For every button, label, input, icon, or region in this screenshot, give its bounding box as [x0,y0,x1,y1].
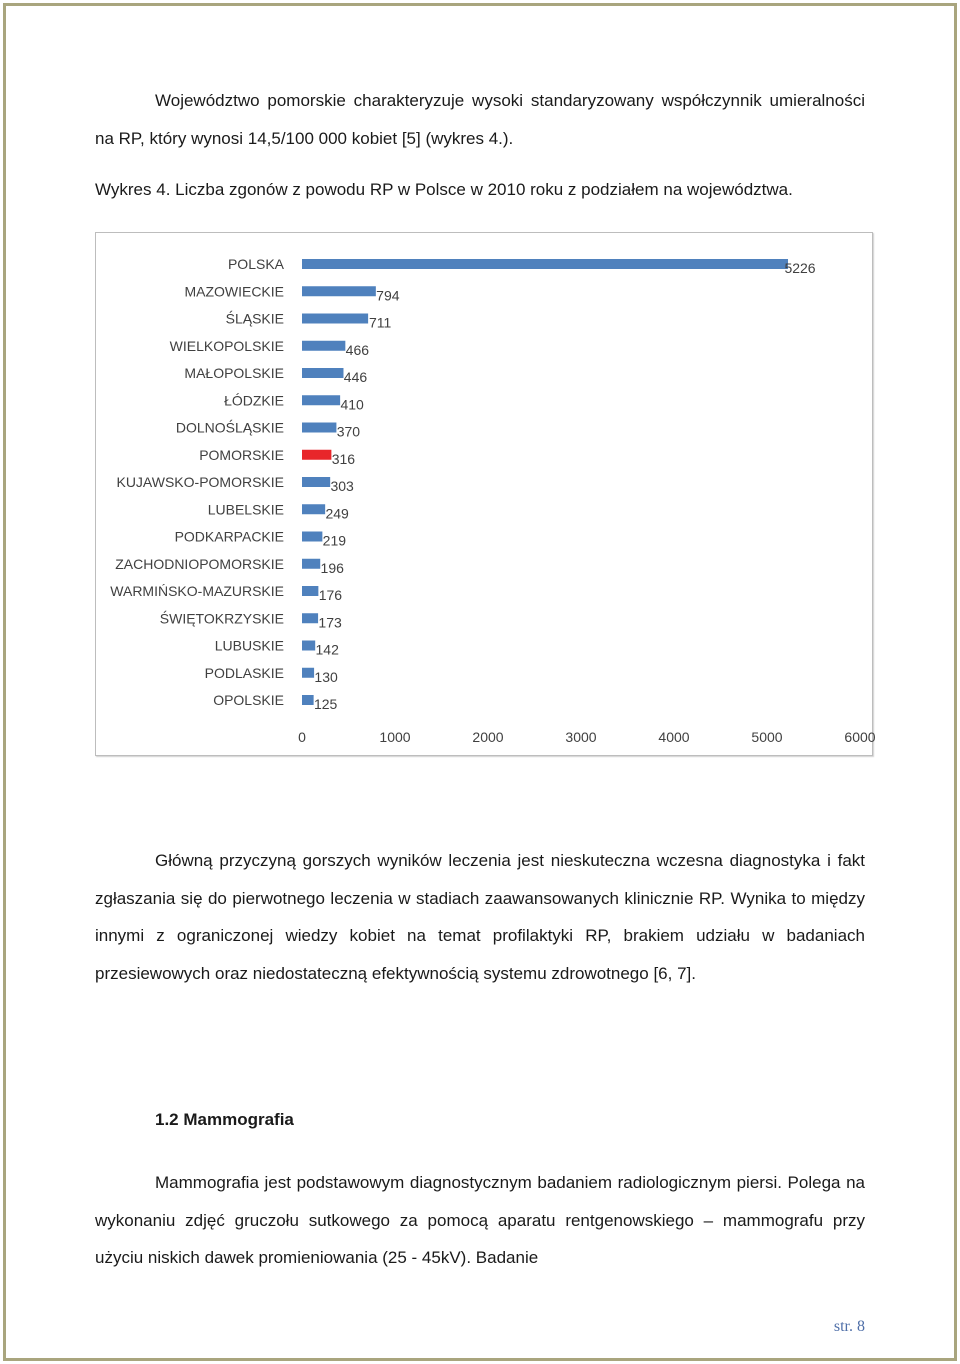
bar-zachodniopomorskie [302,559,320,569]
data-label-lubuskie: 142 [315,641,339,658]
data-label-kujawsko-pomorskie: 303 [330,478,354,494]
bar-s-wie-tokrzyskie [302,613,318,623]
bar-opolskie [302,695,314,705]
bar-wielkopolskie [302,341,345,351]
x-tick-label: 1000 [379,729,411,745]
category-label-lubuskie: LUBUSKIE [214,637,284,654]
bar--o-dzkie [302,395,340,405]
data-label-mazowieckie: 794 [376,287,400,304]
category-label-polska: POLSKA [227,256,284,272]
category-label-s-la-skie: ŚLĄSKIE [225,310,284,327]
bar-pomorskie [302,450,331,460]
category-label-ma-opolskie: MAŁOPOLSKIE [184,365,284,381]
x-tick-label: 6000 [844,729,876,745]
category-label-opolskie: OPOLSKIE [213,692,284,708]
bar-lubuskie [302,641,315,651]
data-label-lubelskie: 249 [325,505,349,522]
bar-mazowieckie [302,286,376,296]
data-label-dolnos-la-skie: 370 [336,423,361,440]
category-label-lubelskie: LUBELSKIE [207,501,284,518]
category-label--o-dzkie: ŁÓDZKIE [224,392,284,409]
bar-s-la-skie [302,314,368,324]
category-label-podlaskie: PODLASKIE [204,664,284,681]
data-label-warmin-sko-mazurskie: 176 [318,587,343,603]
paragraph-intro-text: Województwo pomorskie charakteryzuje wysoki standaryzowany współczynnik umieralności na RP, który wynosi 14,5/100 000 kobiet [5] (wykres 4.). [95,91,865,148]
data-label-polska: 5226 [784,260,816,276]
data-label-s-la-skie: 711 [368,314,392,331]
data-label-ma-opolskie: 446 [343,369,368,385]
figure-caption: Wykres 4. Liczba zgonów z powodu RP w Polsce w 2010 roku z podziałem na województwa. [95,180,793,199]
paragraph-mammography [95,1164,865,1277]
page-number: str. 8 [833,1318,865,1335]
category-label-kujawsko-pomorskie: KUJAWSKO-POMORSKIE [116,474,284,490]
bar-warmin-sko-mazurskie [302,586,318,596]
paragraph-mammography-text: Mammografia jest podstawowym diagnostycznym badaniem radiologicznym piersi. Polega na wykonaniu zdjęć gruczołu sutkowego za pomocą aparatu rentgenowskiego – mammografu przy użyciu niskich dawek promieniowania (25 - 45kV). Badanie [95,1173,865,1267]
chart-svg [96,233,876,755]
category-label-mazowieckie: MAZOWIECKIE [184,283,284,300]
data-label-podkarpackie: 219 [322,532,347,549]
bar-podkarpackie [302,532,322,542]
data-label-zachodniopomorskie: 196 [320,559,344,576]
data-label-s-wie-tokrzyskie: 173 [318,614,342,631]
bar-kujawsko-pomorskie [302,477,330,487]
paragraph-treatment [95,842,865,992]
x-tick-label: 5000 [751,729,783,745]
bar-polska [302,259,788,269]
data-label-pomorskie: 316 [331,450,356,467]
bar-chart [95,232,876,756]
bar-dolnos-la-skie [302,423,336,433]
category-label-zachodniopomorskie: ZACHODNIOPOMORSKIE [115,555,284,572]
x-tick-label: 0 [298,729,306,745]
bar-ma-opolskie [302,368,343,378]
bar-podlaskie [302,668,314,678]
category-label-wielkopolskie: WIELKOPOLSKIE [169,337,284,354]
data-label--o-dzkie: 410 [340,396,364,413]
category-label-podkarpackie: PODKARPACKIE [174,528,284,545]
data-label-wielkopolskie: 466 [345,341,370,358]
x-tick-label: 4000 [658,729,690,745]
paragraph-intro [95,82,865,157]
paragraph-treatment-text: Główną przyczyną gorszych wyników leczenia jest nieskuteczna wczesna diagnostyka i fakt zgłaszania się do pierwotnego leczenia w stadiach zaawansowanych klinicznie RP. Wynika to między innymi z ograniczonej wiedzy kobiet na temat profilaktyki RP, brakiem udziału w badaniach przesiewowych oraz niedostateczną efektywnością systemu zdrowotnego [6, 7]. [95,851,865,983]
data-label-opolskie: 125 [313,696,338,712]
section-heading: 1.2 Mammografia [155,1110,294,1129]
category-label-dolnos-la-skie: DOLNOŚLĄSKIE [175,419,284,436]
x-tick-label: 2000 [472,729,504,745]
bar-lubelskie [302,504,325,514]
category-label-warmin-sko-mazurskie: WARMIŃSKO-MAZURSKIE [110,583,284,599]
data-label-podlaskie: 130 [314,668,338,685]
x-tick-label: 3000 [565,729,597,745]
category-label-s-wie-tokrzyskie: ŚWIĘTOKRZYSKIE [159,610,284,627]
category-label-pomorskie: POMORSKIE [199,446,284,463]
